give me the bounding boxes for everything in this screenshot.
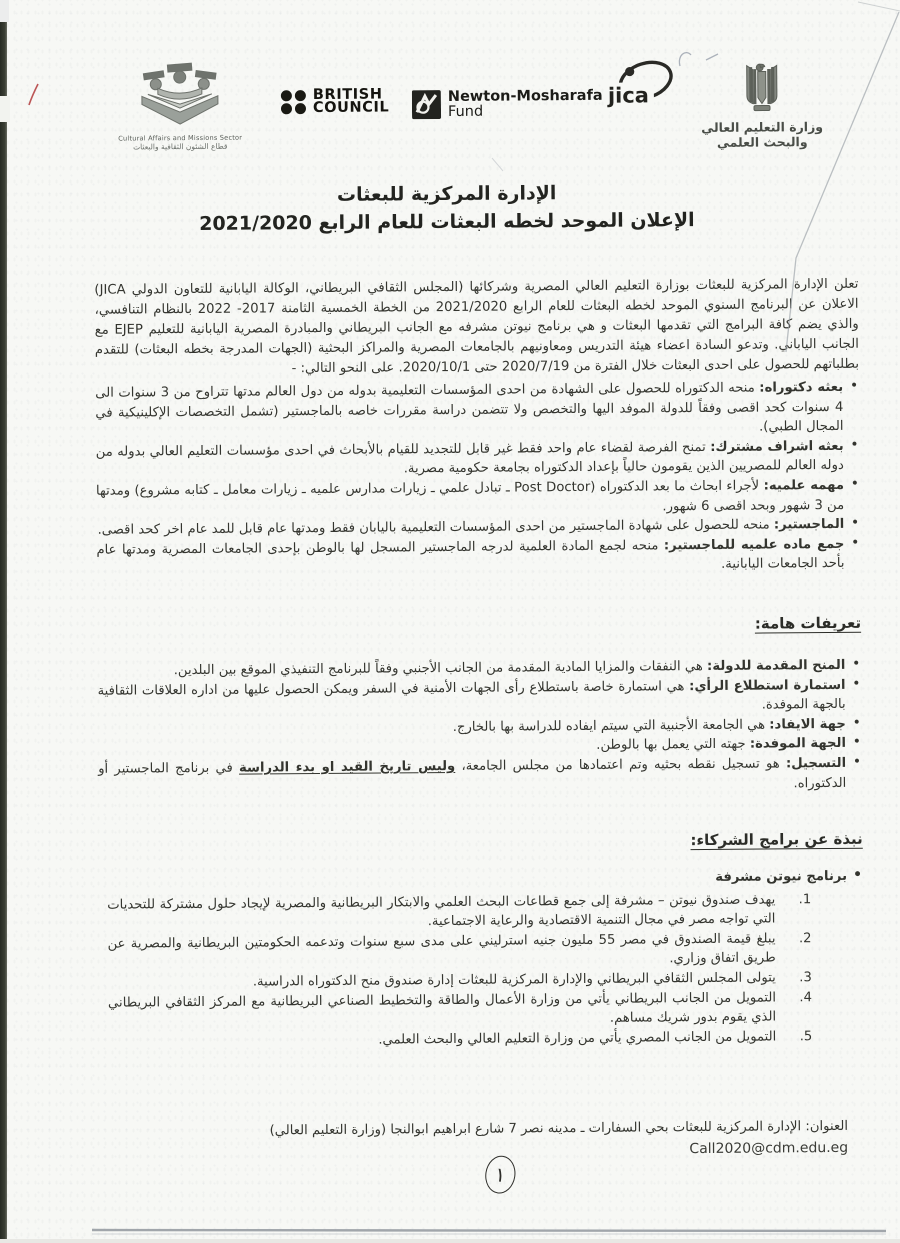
definition-item: • جهة الايفاد: هي الجامعة الأجنبية التي سيتم ايفاده للدراسة بها بالخارج.	[98, 714, 862, 740]
partner-point: 4. التمويل من الجانب البريطاني يأتي من وزارة الأعمال والطاقة والتخطيط الصناعي البريطانية مع المركز الثقافي البريطاني الذي يقوم بدور شريك مساهم.	[107, 989, 813, 1027]
partner-point: 5. التمويل من الجانب المصري يأتي من وزارة التعليم العالي والبحث العلمي.	[378, 1029, 813, 1048]
document-body	[94, 275, 864, 1052]
ministry-logo	[686, 61, 839, 150]
document-footer	[104, 1117, 848, 1164]
cultural-affairs-caption-ar: قطاع الشئون الثقافية والبعثات	[133, 141, 228, 152]
british-council-wordmark: BRITISH COUNCIL	[312, 86, 390, 117]
partner-point: 1. يهدف صندوق نيوتن – مشرفة إلى جمع قطاعات البحث العلمي والابتكار البريطانية والمصرية لإيجاد حلول مشتركة للتحديات التي تواجه مصر في مجال التنمية الاقتصادية والرعاية الاجتماعية.	[107, 891, 812, 930]
egypt-eagle-icon	[739, 98, 785, 117]
email-address: Call2020@cdm.edu.eg	[689, 1139, 849, 1158]
document-title	[0, 176, 897, 239]
program-title-list	[99, 867, 863, 893]
scan-edge-notch-top	[0, 0, 9, 22]
definition-item: • التسجيل: هو تسجيل نقطه بحثيه وتم اعتمادها من مجلس الجامعة، وليس تاريخ القيد او بدء الدراسة في برنامج الماجستير أو الدكتوراه.	[98, 754, 862, 799]
partner-point: 3. يتولى المجلس الثقافي البريطاني والإدارة المركزية للبعثات إدارة صندوق منح الدكتوراه الدراسية.	[252, 970, 812, 990]
mission-type-item: • جمع ماده علميه للماجستير: منحه لجمع المادة العلمية لدرجه الماجستير المسجل لها بالوطن بإحدى الجامعات المصرية ومدتها عام بأحد الجامعات اليابانية.	[96, 535, 860, 580]
jica-logo	[606, 58, 676, 111]
title-line-2: الإعلان الموحد لخطه البعثات للعام الرابع 2021/2020	[199, 209, 695, 235]
intro-paragraph: تعلن الإدارة المركزية للبعثات بوزارة التعليم العالي المصرية وشركائها (المجلس الثقافي البريطاني، الوكالة اليابانية للتعاون الدولي JICA) الاعلان عن البرنامج السنوي الموحد لخطه البعثات للعام الرابع 2021/2020 من الخطة الخمسية الثامنة 2017- 2022 بالنظام التنافسي، والذي يضم كافة البرامج التي تقدمها البعثات و هي برنامج نيوتن مشرفه مع الجانب البريطاني والمبادرة المصرية اليابانية للتعليم EJEP مع الجانب الياباني. وتدعو السادة اعضاء هيئة التدريس ومعاونيهم بالجامعات المصرية والمراكز البحثية (الجهات المدرجة بخطه البعثات) للتقدم بطلباتهم للحصول على احدى البعثات خلال الفترة من 2020/7/19 حتى 2020/10/1. على النحو التالي: -	[94, 276, 860, 377]
mission-type-item: • الماجستير: منحه للحصول على شهادة الماجستير من احدى المؤسسات التعليمية باليابان فقط ومدتها عام قابل للمد عام اخر كحد اقصى.	[96, 515, 860, 541]
partner-program-points	[107, 890, 814, 1052]
mission-type-item: • بعثه دكتوراه: منحه الدكتوراه للحصول على الشهادة من احدى المؤسسات التعليمية بدوله من دول العالم مدتها تتراوح من 3 سنوات الى 4 سنوات كحد اقصى وفقاً للدولة الموفد اليها والتخصص ولا تتضمن دراسة مقررات خاصه بالماجستير (تشمل التخصصات الإكلينيكية في المجال الطبي).	[95, 378, 859, 443]
partners-heading: نبذة عن برامج الشركاء:	[690, 829, 863, 850]
definition-item: • المنح المقدمة للدولة: هي النفقات والمزايا المادية المقدمة من الجانب الأجنبي وفقاً للبرنامج التنفيذي الموقع بين البلدين.	[97, 656, 861, 682]
definition-item: • استمارة استطلاع الرأي: هي استمارة خاصة باستطلاع رأى الجهات الأمنية في السفر ويمكن الحصول عليها من اداره العلاقات الثقافية بالجهة الموفدة.	[97, 675, 861, 720]
newton-mosharafa-logo	[412, 89, 603, 123]
cultural-affairs-logo	[118, 60, 243, 152]
newton-fund-icon	[412, 90, 441, 123]
address-line: العنوان: الإدارة المركزية للبعثات بحي السفارات ـ مدينه نصر 7 شارع ابراهيم ابوالنجا (وزارة التعليم العالي)	[269, 1118, 849, 1139]
scan-edge-notch	[0, 96, 10, 122]
partner-point: 2. يبلغ قيمة الصندوق في مصر 55 مليون جنيه استرليني على مدى سبع سنوات وتدعمه الحكومتين البريطانية والمصرية عن طريق اتفاق وزاري.	[107, 931, 812, 967]
newton-fund-wordmark: Newton-Mosharafa Fund	[447, 87, 603, 120]
cultural-affairs-icon	[128, 115, 232, 135]
definitions-heading: تعريفات هامة:	[754, 613, 862, 633]
ministry-caption: وزارة التعليم العالي والبحث العلمي	[701, 119, 824, 150]
mission-type-item: • مهمه علميه: لأجراء ابحاث ما بعد الدكتوراه (Post Doctor ـ تبادل علمي ـ زيارات مدارس علميه ـ زيارات معامل ـ كتابه مشروع) ومدتها من 3 شهور وبحد اقصى 6 شهور.	[96, 476, 860, 521]
handwritten-page-number: ١	[483, 1154, 518, 1196]
scan-edge-strip	[0, 0, 7, 1239]
program-title: • برنامج نيوتن مشرفة	[99, 867, 863, 893]
svg-text:jica: jica	[607, 83, 649, 108]
mission-types-list	[95, 378, 861, 580]
british-council-dots-icon	[281, 90, 307, 114]
definitions-list	[97, 656, 862, 799]
mission-type-item: • بعثه اشراف مشترك: تمنح الفرصة لقضاء عام واحد فقط غير قابل للتجديد للقيام بالأبحاث في احدى مؤسسات التعليم العالي بدوله من دوله العالم للمصريين الذين يقومون حالياً بإعداد الدكتوراه بجامعة حكومية مصرية.	[96, 437, 860, 482]
title-line-1: الإدارة المركزية للبعثات	[336, 182, 557, 206]
british-council-logo	[281, 88, 390, 115]
definition-item: • الجهة الموفدة: جهته التي يعمل بها بالوطن.	[98, 734, 862, 760]
cultural-affairs-caption-en: Cultural Affairs and Missions Sector	[118, 133, 243, 143]
